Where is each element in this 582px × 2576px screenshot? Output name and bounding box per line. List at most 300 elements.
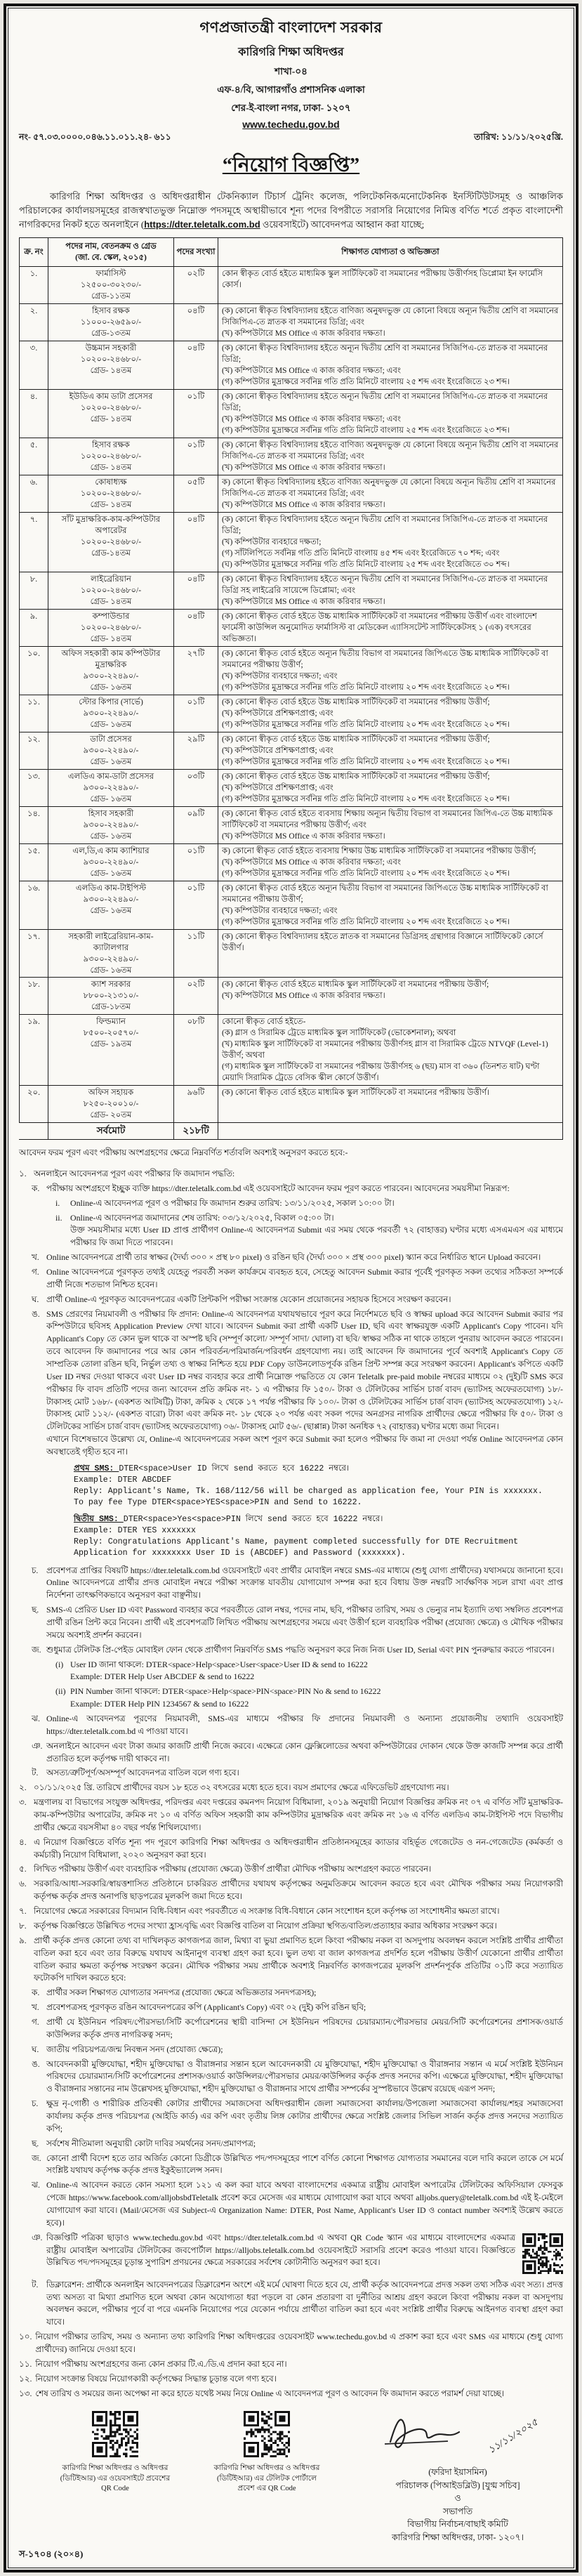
condition-item [32, 2098, 563, 2136]
condition-marker: ১০. [19, 2332, 32, 2342]
website-link: www.techedu.gov.bd [242, 119, 340, 130]
condition-marker: খ. [32, 2002, 39, 2013]
condition-item [32, 1251, 563, 1264]
post-grade: গ্রেড- ১৬তম [90, 868, 132, 878]
condition-item [32, 2279, 563, 2329]
table-row [20, 475, 563, 513]
condition-item [19, 2331, 563, 2356]
condition-marker: ২. [19, 1782, 27, 1793]
signatory-conjunction: ও [454, 2493, 461, 2504]
condition-text: অনলাইনে আবেদন এবং টাকা জমার কাজটি প্রার্থী নিজে করবে। এক্ষেত্রে কোন ফ্লেক্সিলোডের অথবা কম্পিউটারের দোকান থেকে উক্ত কাজটি সম্পন্ন করে প্রার্থী প্রতারিত হলে কর্তৃপক্ষ দায়ী থাকবে না। [46, 1740, 563, 1763]
condition-marker: ৮. [19, 1920, 27, 1931]
col-header-count: পদের সংখ্যা [174, 238, 218, 267]
condition-item [32, 2002, 563, 2014]
condition-text: ডিক্লারেশন: প্রার্থীকে অনলাইন আবেদনপত্রের ডিক্লারেশন অংশে এই মর্মে ঘোষণা দিতে হবে যে, প্রার্থী কর্তৃক আবেদনপত্রে প্রদত্ত সকল তথ্য সঠিক এবং সত্য। প্রদত্ত তথ্য অসত্য বা মিথ্যা প্রমাণিত হলে অথবা কোন অযোগ্যতা ধরা পড়লে বা কোন প্রতারণা বা দুর্নীতির আশ্রয় গ্রহণ করলে কিংবা পরীক্ষায় নকল বা অসদুপায় অবলম্বন করলে, পরীক্ষার পূর্বে বা পরে এমনকি নিয়োগের পরে যেকোন পর্যায়ে প্রার্থীতা বাতিল করা হবে এবং সংশ্লিষ্ট প্রার্থীর বিরুদ্ধে আইনগত ব্যবস্থা গ্রহণ করা যাবে। [46, 2279, 563, 2327]
post-grade: গ্রেড- ১৯তম [90, 1039, 132, 1049]
application-url: https://dter.teletalk.com.bd [144, 219, 260, 230]
condition-marker: i. [55, 1197, 60, 1208]
condition-item [32, 2044, 563, 2056]
cell-post [48, 341, 174, 390]
post-pay-scale: ৯৩০০-২২৪৯০/- [83, 857, 139, 867]
condition-item [32, 1987, 563, 1999]
condition-text: পরীক্ষায় অংশগ্রহণে ইচ্ছুক ব্যক্তি https://dter.teletalk.com.bd এই ওয়েবসাইটে আবেদন ফরম পূরণ করতে পারবেন। আবেদনের সময়সীমা নিম্নরূপ: [46, 1183, 510, 1193]
post-grade: গ্রেড- ১৬তম [90, 794, 132, 803]
condition-item [19, 1905, 563, 1918]
post-name: কোষাধ্যক্ষ [95, 478, 127, 487]
sms-line: প্রথম SMS: DTER<space>User ID লিখে send করতে হবে 16222 নম্বরে। [74, 1464, 350, 1473]
condition-item [32, 1266, 563, 1292]
condition-item [55, 1685, 563, 1711]
condition-text: সর্বশেষ নীতিমালা অনুযায়ী কোটা দাবির সমর্থনের সনদ/প্রমাণপত্র; [46, 2138, 256, 2148]
qr-code-website-icon [92, 2411, 138, 2457]
condition-text: Online আবেদনপত্রে পূরণকৃত তথ্যই যেহেতু পরবর্তী সকল কার্যক্রমে ব্যবহৃত হবে, সেহেতু আবেদন Submit করার পূর্বেই পূরণকৃত সকল তথ্যের সঠিকতা সম্পর্কে প্রার্থী নিজে শতভাগ নিশ্চিত হবেন। [46, 1266, 563, 1289]
condition-item [32, 2153, 563, 2178]
post-name: এলডিএ কাম-ডাটা প্রসেসর [67, 771, 154, 781]
condition-text: Online-এ আবেদনপত্র জমাদানের শেষ তারিখ: ০৩/১২/২০২৫, বিকাল ০৫:০০ টা। উক্ত সময়সীমার মধ্যে User ID প্রাপ্ত প্রার্থীগণ Online-এ আবেদনপত্র Submit এর সময় থেকে পরবর্তী ৭২ (বাহাত্তর) ঘণ্টার মধ্যে এসএমএস এর মাধ্যমে পরীক্ষার ফি জমা দিতে পারবেন। [70, 1212, 563, 1248]
cell-post [48, 646, 174, 695]
condition-marker: ট. [32, 1768, 39, 1778]
condition-item [19, 2358, 563, 2371]
condition-marker: গ. [32, 1266, 39, 1277]
condition-item [32, 1644, 563, 1657]
post-pay-scale: ৯৩০০-২২৪৯০/- [83, 671, 139, 681]
cell-count: ০৯টি [174, 806, 218, 843]
condition-text: অসত্য/ত্রুটিপূর্ণ/অসম্পূর্ণ আবেদনপত্র বাতিল বলে গণ্য হবে। [46, 1768, 239, 1778]
condition-marker: ৯. [19, 1935, 27, 1945]
table-row [20, 843, 563, 881]
post-pay-scale: ৯৩০০-২২৪৯০/- [83, 745, 139, 755]
issue-date: তারিখ: ১১/১১/২০২৫খ্রি. [474, 132, 563, 142]
cell-post [48, 475, 174, 513]
conditions-list [19, 1168, 563, 2400]
post-name: হিসাব রক্ষক [92, 306, 130, 316]
cell-count: ০৪টি [174, 341, 218, 390]
cell-qualification: (ক) কোনো স্বীকৃত বোর্ড হইতে ব্যবসায় শিক্ষায় অন্যূন দ্বিতীয় বিভাগ বা সমমানের জিপিএ-তে উচ্চ মাধ্যমিক সার্টিফিকেট বা সমমানের পরীক্ষায় উত্তীর্ণ; এবং (খ) কম্পিউটারে MS Office এ কাজ করিবার দক্ষতা। [218, 806, 563, 843]
condition-item [55, 1212, 563, 1250]
cell-post [48, 572, 174, 610]
col-header-post-line1: পদের নাম, বেতনক্রম ও গ্রেড [65, 242, 157, 251]
table-row [20, 609, 563, 646]
qr-block-website [60, 2411, 171, 2494]
post-name: এল,ডি,এ কাম ক্যাশিয়ার [72, 846, 150, 855]
signatory-role: সভাপতি [443, 2506, 472, 2516]
post-pay-scale: ৯৩০০-২২৪৯০/- [83, 894, 139, 904]
qr-code-inline-icon [522, 2233, 563, 2274]
condition-text: SMS প্রেরণের নিয়মাবলী ও পরীক্ষার ফি প্রদান: Online-এ আবেদনপত্র যথাযথভাবে পূরণ করে নির্দেশমতে ছবি ও স্বাক্ষর upload করে আবেদন Submit করার পর কম্পিউটারে ছবিসহ Application Preview দেখা যাবে। আবেদন Submit করা প্রার্থী একটি User ID, ছবি এবং স্বাক্ষরযুক্ত একটি Applicant's Copy পাবেন। যদি Applicant's Copy তে কোন ভুল থাকে বা অস্পষ্ট ছবি (সম্পূর্ণ কালো/ সম্পূর্ণ সাদা/ ঘোলা) বা ছবি/ স্বাক্ষর সঠিক না থাকে তাহলে পুনরায় আবেদন করতে পারবেন। তবে আবেদন ফি জমাদানের পরে আর কোন পরিবর্তন/পরিমার্জন/পরিবর্ধন গ্রহণযোগ্য নয়। তাই আবেদন ফি জমাদানের পূর্বে অবশ্যই Applicant's Copy তে সাম্প্রতিক তোলা রঙিন ছবি, নির্ভুল তথ্য ও স্বাক্ষর নিশ্চিত হয়ে PDF Copy ডাউনলোডপূর্বক রঙিন প্রিন্ট সম্পন্ন করে সংরক্ষণ করবেন। Applicant's কপিতে একটি User ID নম্বর দেওয়া থাকবে এবং User ID নম্বর ব্যবহার করে প্রার্থী নিম্নোক্ত পদ্ধতিতে যে কোন Teletalk pre-paid mobile নম্বরের মাধ্যমে ০২ (দুই)টি SMS করে পরীক্ষার ফি বাবদ প্রতিটি পদের জন্য আবেদন প্রতি ক্রমিক নং- ১ এ পরীক্ষার ফি ১৫০/- টাকা ও টেলিটকের সার্ভিস চার্জ বাবদ (ভ্যাটসহ অফেরতযোগ্য) ১৮/- টাকাসহ মোট ১৬৮/- (একশত আটষট্টি) টাকা, ক্রমিক ২ থেকে ১৭ পর্যন্ত পরীক্ষার ফি ১০০/- টাকা ও টেলিটকের সার্ভিস চার্জ বাবদ (ভ্যাটসহ অফেরতযোগ্য) ১২/- টাকাসহ মোট ১১২/- (একশত বারো) টাকা এবং ক্রমিক নং- ১৮ থেকে ২০ পর্যন্ত এবং সকল পদের অনগ্রসর নাগরিক প্রার্থীদের ক্ষেত্রে পরীক্ষার ফি ৫০/- টাকা ও টেলিটকের সার্ভিস চার্জ বাবদ (ভ্যাটসহ অফেরতযোগ্য) ০৬/- টাকাসহ মোট ৫৬/- (ছাপ্পান্ন) টাকা অনধিক ৭২ (বাহাত্তর) ঘণ্টার মধ্যে জমা দিবেন। এখানে বিশেষভাবে উল্লেখ্য যে, Online-এ আবেদনপত্রের সকল অংশ পূরণ করে Submit করা হলেও পরীক্ষার ফি জমা না দেওয়া পর্যন্ত Online আবেদনপত্র কোন অবস্থাতেই গৃহীত হবে না। [46, 1308, 563, 1457]
condition-text: নিয়োগ পরীক্ষার তারিখ, সময় ও অন্যান্য তথ্য কারিগরি শিক্ষা অধিদপ্তরের ওয়েবসাইট www.techedu.gov.bd এ প্রকাশ করা হবে এবং SMS এর মাধ্যমে (শুধু যোগ্য প্রার্থীদের) জানিয়ে দেওয়া হবে। [35, 2332, 563, 2354]
condition-item [32, 1308, 563, 1459]
sms-instruction-block [74, 1514, 563, 1560]
post-grade: গ্রেড- ১৬তম [90, 965, 132, 975]
sms-line: To pay fee Type DTER<space>YES<space>PIN and Send to 16222. [74, 1498, 362, 1508]
condition-text: SMS-এ প্রেরিত User ID এবং Password ব্যবহার করে পরবর্তীতে রোল নম্বর, পদের নাম, ছবি, পরীক্ষার তারিখ, সময় ও ভেন্যুর নাম ইত্যাদি তথ্য সম্বলিত প্রবেশপত্র প্রার্থী রঙিন প্রিন্ট করে নিবেন। প্রার্থী এই প্রবেশপত্রটি লিখিত পরীক্ষায় অংশগ্রহণের সময়ে এবং উত্তীর্ণ হলে ব্যবহারিক পরীক্ষা (প্রযোজ্য ক্ষেত্রে) ও মৌখিক পরীক্ষার সময়ে অবশ্যই প্রদর্শন করবেন। [46, 1605, 563, 1640]
cell-count: ১১টি [174, 929, 218, 978]
cell-count: ০৩টি [174, 769, 218, 806]
cell-serial: ১৪. [20, 806, 48, 843]
cell-post [48, 438, 174, 475]
cell-post [48, 1015, 174, 1086]
post-pay-scale: ১০২০০-২৪৬৮০/- [80, 452, 142, 461]
cell-qualification: কোন স্বীকৃত বোর্ড হইতে মাধ্যমিক স্কুল সার্টিফিকেট বা সমমানের পরীক্ষায় উত্তীর্ণসহ ডিপ্লোমা ইন ফার্মেসি কোর্স। [218, 267, 563, 304]
signatory-committee: বিভাগীয় নির্বাচন/বাছাই কমিটি [407, 2519, 508, 2530]
post-pay-scale: ৯৩০০-২২৪৯০/- [83, 820, 139, 829]
cell-post [48, 929, 174, 978]
condition-text: User ID জানা থাকলে: DTER<space>Help<space>User<space>User ID & send to 16222 Example: DTER Help User ABCDEF & send to 16222 [70, 1659, 368, 1682]
post-grade: গ্রেড- ১৬তম [90, 756, 132, 766]
cell-serial: ১. [20, 267, 48, 304]
condition-item [32, 1294, 563, 1306]
qr-caption-teletalk: কারিগরি শিক্ষা অধিদপ্তর ও অধিদপ্তর (ডিটিইআর) এর টেলিটক পোর্টালে প্রবেশ এর QR Code [213, 2464, 320, 2493]
condition-marker: ঞ. [32, 1740, 43, 1751]
cell-post [48, 513, 174, 572]
cell-qualification: (ক) কোনো স্বীকৃত বিশ্ববিদ্যালয় হইতে অন্যূন দ্বিতীয় শ্রেণি বা সমমানের সিজিপিএ-তে স্নাতক বা সমমানের ডিগ্রি সহ লাইব্রেরি সায়েন্সে ডিপ্লোমা; এবং (খ) কম্পিউটারে MS Office এ কাজ করিবার দক্ষতা। [218, 572, 563, 610]
post-grade: গ্রেড-১১তম [91, 291, 131, 301]
post-grade: গ্রেড- ১৪তম [90, 414, 132, 424]
condition-marker: জ. [32, 2153, 41, 2163]
table-row [20, 390, 563, 438]
table-header-row [20, 238, 563, 267]
cell-serial: ২. [20, 304, 48, 341]
table-row [20, 1086, 563, 1123]
address-line-1: এফ-৪/বি, আগারগাঁও প্রশাসনিক এলাকা [217, 84, 365, 95]
government-name: গণপ্রজাতন্ত্রী বাংলাদেশ সরকার [199, 19, 383, 36]
cell-post [48, 843, 174, 881]
cell-count: ০৮টি [174, 1015, 218, 1086]
condition-text: Online আবেদনপত্রে প্রার্থী তার স্বাক্ষর (দৈর্ঘ্য ৩০০ × প্রস্থ ৮০ pixel) ও রঙিন ছবি (দৈর্ঘ্য ৩০০ × প্রস্থ ৩০০ pixel) স্ক্যান করে নির্ধারিত স্থানে Upload করবেন। [46, 1252, 541, 1263]
table-row [20, 267, 563, 304]
condition-item [32, 1183, 563, 1195]
post-pay-scale: ১১০০০-২৬৫৯০/- [80, 317, 142, 327]
condition-marker: ঝ. [32, 1714, 40, 1724]
post-grade: গ্রেড- ১৬তম [90, 831, 132, 841]
post-pay-scale: ১০২০০-২৪৬৮০/- [80, 537, 142, 547]
cell-qualification: (ক) কোনো স্বীকৃত বোর্ড হইতে উচ্চ মাধ্যমিক সার্টিফিকেট বা সমমানের পরীক্ষায় উত্তীর্ণ এবং বাংলাদেশ ফার্মেসী কাউন্সিল অনুমোদিত ফার্মাসিস্ট বা মেডিকেল এ্যাসিসটেন্ট সার্টিফিকেটসহ ১ (এক) বৎসরের অভিজ্ঞতা। [218, 609, 563, 646]
cell-post [48, 978, 174, 1015]
post-grade: গ্রেড- ১৪তম [90, 463, 132, 473]
cell-serial: ২০. [20, 1086, 48, 1123]
post-pay-scale: ১০২০০-২৪৬৮০/- [80, 355, 142, 364]
cell-serial: ১৯. [20, 1015, 48, 1086]
cell-serial: ৫. [20, 438, 48, 475]
table-row [20, 806, 563, 843]
cell-qualification: (ক) কোনো স্বীকৃত বিশ্ববিদ্যালয় হইতে বাণিজ্য অনুষদভুক্ত যে কোনো বিষয়ে অন্যূন দ্বিতীয় শ্রেণি বা সমমানের সিজিপিএ-তে স্নাতক বা সমমানের ডিগ্রি; এবং (খ) কম্পিউটারে MS Office এ কাজ করিবার দক্ষতা। [218, 438, 563, 475]
footer [19, 2411, 563, 2544]
post-name: সহকারী লাইব্রেরিয়ান-কাম-ক্যাটালগার [68, 931, 154, 952]
table-row [20, 1015, 563, 1086]
cell-post [48, 881, 174, 929]
cell-qualification: (ক) কোনো স্বীকৃত বিশ্ববিদ্যালয় হইতে বাণিজ্য অনুষদভুক্ত যে কোনো বিষয়ে অন্যূন দ্বিতীয় শ্রেণি বা সমমানের সিজিপিএ-তে স্নাতক বা সমমানের ডিগ্রি; এবং (খ) কম্পিউটারে MS Office এ কাজ করিবার দক্ষতা। [218, 304, 563, 341]
cell-count: ০২টি [174, 978, 218, 1015]
condition-marker: ৩. [19, 1797, 27, 1808]
table-total-row [20, 1123, 563, 1140]
sms-line: Reply: Congratulations Applicant's Name, payment completed successfully for DTE Recruitment Application for xxxxxxxx User ID is (ABCDEF) and Password (xxxxxxx). [74, 1537, 519, 1558]
condition-text: Online-এ আবেদনপত্র পূরণ ও পরীক্ষার ফি জমাদান শুরুর তারিখ: ১৩/১১/২০২৫, সকাল ১০:০০ টা। [70, 1197, 395, 1208]
condition-marker: ছ. [32, 1605, 39, 1615]
signatory-name: (ফরিদা ইয়াসমিন) [428, 2467, 487, 2478]
cell-count: ০৪টি [174, 513, 218, 572]
condition-item [32, 2232, 563, 2277]
post-pay-scale: ৮৮০০-২১৩১০/- [83, 991, 139, 1001]
condition-text: প্রার্থী যে ইউনিয়ন পরিষদ/পৌরসভা/সিটি কর্পোরেশনের স্থায়ী বাসিন্দা সে ইউনিয়ন পরিষদের চেয়ারম্যান/পৌরসভার মেয়র/সিটি কর্পোরেশনের প্রশাসক/ওয়ার্ড কাউন্সিলর কর্তৃক প্রদত্ত নাগরিকত্ব সনদ; [46, 2016, 563, 2039]
cell-qualification: (ক) কোনো স্বীকৃত বোর্ড হইতে মাধ্যমিক স্কুল সার্টিফিকেট বা সমমানের পরীক্ষায় উত্তীর্ণ; (খ) কম্পিউটারে MS Office এ কাজ করিবার দক্ষতা। [218, 978, 563, 1015]
signatory-designation: পরিচালক (পিআইডব্লিউ) [যুগ্ম সচিব] [395, 2480, 520, 2490]
cell-count: ৯৬টি [174, 1086, 218, 1123]
address-line-2: শের-ই-বাংলা নগর, ঢাকা- ১২০৭ [231, 103, 351, 113]
sms-instruction-block [74, 1464, 563, 1509]
condition-item [32, 2058, 563, 2096]
table-row [20, 929, 563, 978]
condition-text: জাতীয় পরিচয়পত্র/জন্ম নিবন্ধন সনদ (প্রযোজ্য ক্ষেত্রে); [46, 2044, 223, 2054]
condition-text: সরকারি/আধা-সরকারি/স্বায়ত্তশাসিত প্রতিষ্ঠানে চাকরিরত প্রার্থীদের যথাযথ কর্তৃপক্ষের অনুমতিক্রমে আবেদন করতে হবে এবং মৌখিক পরীক্ষার সময় নিয়োগকারী কর্তৃপক্ষ কর্তৃক প্রদত্ত অনাপত্তি ছাড়পত্রের মূলকপি জমা দিতে হবে। [34, 1879, 563, 1902]
condition-marker: জ. [32, 1644, 41, 1655]
table-row [20, 769, 563, 806]
post-grade: গ্রেড- ২০তম [90, 1110, 132, 1120]
qr-block-teletalk [211, 2411, 322, 2494]
post-name: লাইব্রেরিয়ান [91, 574, 131, 584]
condition-marker: (ii) [55, 1686, 66, 1697]
condition-item [19, 2388, 563, 2400]
cell-serial: ৭. [20, 513, 48, 572]
condition-item [32, 2179, 563, 2229]
cell-count: ০১টি [174, 438, 218, 475]
cell-serial: ১২. [20, 732, 48, 769]
reference-number: স-১৭০৪ (২০×৪) [19, 2549, 84, 2560]
condition-item [19, 1863, 563, 1876]
sms-line: দ্বিতীয় SMS: DTER<space>Yes<space>PIN লিখে send করতে হবে 16222 নম্বরে। [74, 1514, 383, 1524]
condition-marker: ঙ. [32, 1308, 40, 1319]
table-row [20, 304, 563, 341]
intro-text-pre: কারিগরি শিক্ষা অধিদপ্তর ও অধিদপ্তরাধীন টেকনিক্যাল টিচার্স ট্রেনিং কলেজ, পলিটেকনিক/মনোটেকনিক ইনস্টিটিউটসমূহ ও আঞ্চলিক পরিচালকের কার্যালয়সমূহের রাজস্বখাতভুক্ত নিম্নোক্ত পদসমূহে অস্থায়ীভাবে শূন্য পদের বিপরীতে সরাসরি নিয়োগের নিমিত্ত বর্ণিত শর্তে প্রকৃত বাংলাদেশী নাগরিকদের নিকট হতে অনলাইনে ( [19, 191, 563, 230]
branch: শাখা-০৪ [275, 66, 307, 77]
post-pay-scale: ৮২৫০-২০০১০/- [83, 1099, 139, 1109]
table-row [20, 695, 563, 732]
qr-code-teletalk-icon [244, 2411, 290, 2457]
circular-page [4, 4, 578, 2572]
intro-paragraph [19, 190, 563, 232]
sms-line: Example: DTER YES xxxxxxx [74, 1525, 196, 1535]
table-row [20, 978, 563, 1015]
post-pay-scale: ১২৫০০-৩০২৩০/- [80, 280, 142, 290]
condition-item [19, 1878, 563, 1903]
cell-qualification: (ক) কোনো স্বীকৃত বোর্ড হইতে উচ্চ মাধ্যমিক সার্টিফিকেট বা সমমানের পরীক্ষায় উত্তীর্ণ; (খ) কম্পিউটারে প্রশিক্ষণপ্রাপ্ত; এবং (গ) কম্পিউটার মুদ্রাক্ষরে সর্বনিম্ন গতি প্রতি মিনিটে বাংলায় ২০ শব্দ এবং ইংরেজিতে ২০ শব্দ। [218, 732, 563, 769]
total-count: ২১৮টি [174, 1123, 218, 1140]
condition-item [32, 1713, 563, 1738]
table-row [20, 881, 563, 929]
signature-date: ১১/১১/২০২৫ [487, 2417, 541, 2457]
table-row [20, 646, 563, 695]
condition-marker: ঞ. [32, 2232, 43, 2242]
cell-post [48, 695, 174, 732]
condition-text: প্রবেশপত্র প্রাপ্তির বিষয়টি https://dter.teletalk.com.bd ওয়েবসাইটে এবং প্রার্থীর মোবাইল নম্বরে SMS-এর মাধ্যমে (শুধু যোগ্য প্রার্থীদের) যথাসময়ে জানানো হবে। Online আবেদনপত্রে প্রার্থীর প্রদত্ত মোবাইল নম্বরে পরীক্ষা সংক্রান্ত যাবতীয় যোগাযোগ সম্পন্ন করা হবে বিধায় উক্ত নম্বরটি সার্বক্ষণিক সচল রাখা এবং প্রাপ্ত নির্দেশনা তাৎক্ষণিকভাবে অনুসরণ করা বাঞ্ছনীয়। [46, 1565, 563, 1601]
condition-text: শুধুমাত্র টেলিটক প্রি-পেইড মোবাইল ফোন থেকে প্রার্থীগণ নিম্নবর্ণিত SMS পদ্ধতি অনুসরণ করে নিজ নিজ User ID, Serial এবং PIN পুনরুদ্ধার করতে পারবেন। [46, 1644, 555, 1655]
cell-qualification: (ক) কোনো স্বীকৃত বোর্ড হইতে উচ্চ মাধ্যমিক সার্টিফিকেট বা সমমানের পরীক্ষায় উত্তীর্ণ; (খ) কম্পিউটারে প্রশিক্ষণপ্রাপ্ত; এবং (গ) কম্পিউটার মুদ্রাক্ষরে সর্বনিম্ন গতি প্রতি মিনিটে বাংলায় ২০ শব্দ এবং ইংরেজিতে ২০ শব্দ। [218, 695, 563, 732]
cell-post [48, 390, 174, 438]
signature-block [352, 2411, 563, 2544]
condition-text: Online-এ আবেদনপত্র পূরণের নিয়মাবলী, SMS-এর মাধ্যমে পরীক্ষার ফি প্রদানের নিয়মাবলী ও অন্যান্য প্রয়োজনীয় তথ্যাদি ওয়েবসাইট https://dter.teletalk.com.bd এ পাওয়া যাবে। [46, 1714, 563, 1736]
condition-text: কর্তৃপক্ষ বিজ্ঞপ্তিতে উল্লিখিত পদের সংখ্যা হ্রাস/বৃদ্ধি এবং বিজ্ঞপ্তি বাতিল বা নিয়োগ প্রক্রিয়া স্থগিত/বাতিল/প্রত্যাহার করার অধিকার সংরক্ষণ করে। [34, 1920, 497, 1931]
cell-qualification: (ক) কোনো স্বীকৃত বিশ্ববিদ্যালয় হইতে অন্যূন দ্বিতীয় শ্রেণি বা সমমানের সিজিপিএ-তে স্নাতক বা সমমানের ডিগ্রি; (খ) কম্পিউটার ব্যবহারে দক্ষতা; (গ) সাঁটলিপিতে সর্বনিম্ন গতি প্রতি মিনিটে বাংলায় ৪৫ শব্দ এবং ইংরেজিতে ৭০ শব্দ; এবং (ঘ) কম্পিউটার মুদ্রাক্ষরে সর্বনিম্ন গতি প্রতি মিনিটে বাংলায় ২৫ শব্দ এবং ইংরেজিতে ৩০ শব্দ। [218, 513, 563, 572]
cell-serial: ১৮. [20, 978, 48, 1015]
page-title: “নিয়োগ বিজ্ঞপ্তি” [222, 155, 360, 176]
post-pay-scale: ১০২০০-২৪৬৮০/- [80, 622, 142, 632]
cell-count: ০২টি [174, 267, 218, 304]
cell-qualification: (ক) কোনো স্বীকৃত বোর্ড হইতে অন্যূন দ্বিতীয় বিভাগ বা সমমানের জিপিএতে উচ্চ মাধ্যমিক সার্টিফিকেট বা সমমানের পরীক্ষায় উত্তীর্ণ; (খ) কম্পিউটার ব্যবহারে দক্ষতা; এবং (গ) কম্পিউটার মুদ্রাক্ষরে সর্বনিম্ন গতি প্রতি মিনিটে বাংলায় ২০ শব্দ এবং ইংরেজিতে ২০ শব্দ। [218, 881, 563, 929]
post-grade: গ্রেড-১৩তম [91, 329, 131, 339]
cell-post [48, 267, 174, 304]
col-header-serial: ক্র. নং [20, 238, 48, 267]
cell-post [48, 609, 174, 646]
sms-line: Example: DTER ABCDEF [74, 1476, 172, 1485]
signatory-office: কারিগরি শিক্ষা অধিদপ্তর, ঢাকা- ১২০৭। [391, 2532, 524, 2542]
condition-marker: ছ. [32, 2138, 39, 2148]
condition-marker: ১৩. [19, 2388, 32, 2398]
post-grade: গ্রেড- ১৪তম [90, 633, 132, 643]
cell-qualification: কোনো স্বীকৃত বোর্ড হইতে- (ক) গ্লাস ও সিরামিক ট্রেডে মাধ্যমিক স্কুল সার্টিফিকেট (ভোকেশনাল); অথবা (খ) মাধ্যমিক স্কুল সার্টিফিকেট বা সমমানের পরীক্ষায় উত্তীর্ণসহ গ্লাস বা সিরামিক ট্রেডে NTVQF (Level-1) উত্তীর্ণ; অথবা (গ) মাধ্যমিক স্কুল সার্টিফিকেট বা সমমানের পরীক্ষায় উত্তীর্ণসহ ৬ (ছয়) মাস বা ৩৬০ (তিনশত ষাট) ঘণ্টা মেয়াদি সিরামিক ট্রেডে বেসিক স্কীল কোর্সে উত্তীর্ণ। [218, 1015, 563, 1086]
condition-marker: ৪. [19, 1836, 27, 1847]
post-grade: গ্রেড-১৪তম [91, 548, 131, 558]
cell-serial: ১১. [20, 695, 48, 732]
post-name: এলডিএ কাম-টাইপিস্ট [75, 883, 147, 893]
post-name: ডাটা প্রসেসর [90, 734, 132, 744]
condition-text: ক্ষুদ্র নৃ-গোষ্ঠী ও শারীরিক প্রতিবন্ধী কোটার প্রার্থীদের সমাজসেবা অধিদপ্তরাধীন জেলা সমাজসেবা কার্যালয়/উপজেলা সমাজসেবা কার্যালয়/শহর সমাজসেবা কার্যালয় কর্তৃক প্রদত্ত পরিচয়পত্র (আইডি কার্ড) এর কপি এবং তৃতীয় লিঙ্গ কোটার প্রার্থীদের ক্ষেত্রে সংশ্লিষ্ট জেলার সিভিল সার্জন কর্তৃক প্রদত্ত সনদের সত্যায়িত কপি; [46, 2098, 563, 2134]
post-pay-scale: ৮৫০০-২০৫৭০/- [83, 1028, 139, 1038]
condition-item [32, 1604, 563, 1642]
col-header-post [48, 238, 174, 267]
cell-qualification: ক) কোনো স্বীকৃত বোর্ড হইতে ব্যবসায় শিক্ষায় উচ্চ মাধ্যমিক সার্টিফিকেট বা সমমানের পরীক্ষায় উত্তীর্ণ; (খ) কম্পিউটারে MS Office এ কাজ করিবার দক্ষতা; এবং (গ) কম্পিউটার মুদ্রাক্ষরে সর্বনিম্ন গতি প্রতি মিনিটে বাংলায় ২০ শব্দ এবং ইংরেজিতে ২০ শব্দ। [218, 843, 563, 881]
cell-count: ০১টি [174, 881, 218, 929]
col-header-qualification: শিক্ষাগত যোগ্যতা ও অভিজ্ঞতা [218, 238, 563, 267]
condition-text: Online-এ আবেদন করতে কোন সমস্যা হলে ১২১ এ কল করা যাবে অথবা বাংলাদেশের একমাত্র রাষ্ট্রীয় মোবাইল অপারেটর টেলিটকের অফিসিয়াল ফেসবুক পেজে https://www.facebook.com/alljobsbdTeletalk প্রবেশ করে মেসেজ এর মাধ্যমে যোগাযোগ করা যাবে অথবা alljobs.query@teletalk.com.bd এই ই-মেইলে যোগাযোগ করা যাবে। (Mail/মেসেজ এর Subject-এ Organization Name: DTER, Post Name, Applicant's User ID ও contact number অবশ্যই উল্লেখ করতে হবে)। [46, 2180, 563, 2228]
condition-item [32, 2016, 563, 2042]
cell-count: ০৪টি [174, 304, 218, 341]
condition-marker: চ. [32, 2098, 39, 2109]
signature-area [352, 2411, 563, 2466]
condition-text: আবেদনকারী মুক্তিযোদ্ধা, শহীদ মুক্তিযোদ্ধা ও বীরাঙ্গনার সন্তান হলে আবেদনকারী যে মুক্তিযোদ্ধা, শহীদ মুক্তিযোদ্ধা ও বীরাঙ্গনার সন্তান এ মর্মে সংশ্লিষ্ট ইউনিয়ন পরিষদের চেয়ারম্যান/সিটি কর্পোরেশনের প্রশাসক/ওয়ার্ড কাউন্সিলর/পৌরসভার মেয়র/কাউন্সিলর কর্তৃক প্রদত্ত সনদের কপি। এক্ষেত্রে মুক্তিযোদ্ধা, শহীদ মুক্তিযোদ্ধা ও বীরাঙ্গনার সন্তানের নাম উল্লেখসহ মুক্তিযোদ্ধা, শহীদ মুক্তিযোদ্ধা ও বীরাঙ্গনার সাথে প্রার্থীর সম্পর্কের সুস্পষ্টভাবে উল্লেখ রয়েছে এরূপ সনদ; [46, 2058, 563, 2094]
condition-marker: ১১. [19, 2358, 32, 2369]
cell-qualification: (ক) কোনো স্বীকৃত বোর্ড হইতে অন্যূন দ্বিতীয় বিভাগ বা সমমানের জিপিএতে উচ্চ মাধ্যমিক সার্টিফিকেট বা সমমানের পরীক্ষায় উত্তীর্ণ; (খ) কম্পিউটার ব্যবহারে দক্ষতা; এবং (গ) কম্পিউটার মুদ্রাক্ষরে সর্বনিম্ন গতি প্রতি মিনিটে বাংলায় ২০ শব্দ এবং ইংরেজিতে ২০ শব্দ। [218, 646, 563, 695]
post-name: উচ্চমান সহকারী [85, 343, 137, 353]
condition-text: মন্ত্রণালয় বা বিভাগের সংযুক্ত অধিদপ্তর, পরিদপ্তর এবং দপ্তরের কমনপদ নিয়োগ বিধিমালা, ২০১৯ অনুযায়ী নিয়োগ বিজ্ঞপ্তির ক্রমিক নং ০৭ এ বর্ণিত সাঁট মুদ্রাক্ষরিক-কাম-কম্পিউটার অপারেটর, ক্রমিক নং ১০ এ বর্ণিত অফিস সহকারী কাম কম্পিউটার মুদ্রাক্ষরিক এবং ক্রমিক নং ১৬ এ বর্ণিত এলডিএ কাম-টাইপিস্ট পদে বিভাগীয় প্রার্থীর ক্ষেত্রে বয়সসীমা ৪০ বছর পর্যন্ত শিথিলযোগ্য। [34, 1797, 563, 1832]
post-grade: গ্রেড- ১৬তম [90, 682, 132, 692]
cell-serial: ৪. [20, 390, 48, 438]
condition-marker: ঘ. [32, 2044, 39, 2054]
cell-count: ০১টি [174, 695, 218, 732]
condition-text: প্রবেশপত্রসহ পূরণকৃত রঙিন আবেদনপত্রের কপি (Applicant's Copy) এবং ০২ (দুই) কপি রঙিন ছবি; [46, 2002, 366, 2013]
cell-serial: ৯. [20, 609, 48, 646]
cell-serial: ১৭. [20, 929, 48, 978]
condition-text: PIN Number জানা থাকলে: DTER<space>Help<space>PIN<space>PIN No & send to 16222 Example: DTER Help PIN 1234567 & send to 16222 [70, 1686, 381, 1709]
post-grade: গ্রেড- ১৪তম [90, 500, 132, 510]
post-pay-scale: ১০২০০-২৪৬৮০/- [80, 489, 142, 499]
condition-marker: ৬. [19, 1879, 27, 1889]
condition-text: প্রার্থী Online-এ পূরণকৃত আবেদনপত্রের একটি প্রিন্টকপি পরীক্ষা সংক্রান্ত যেকোন প্রয়োজনের সহায়ক হিসেবে সংরক্ষণ করবেন। [46, 1294, 451, 1304]
condition-item [32, 1740, 563, 1766]
condition-marker: গ. [32, 2016, 39, 2027]
table-row [20, 513, 563, 572]
table-row [20, 438, 563, 475]
sms-line: Reply: Applicant's Name, Tk. 168/112/56 will be charged as application fee, Your PIN is xxxxxxx. [74, 1487, 543, 1497]
cell-qualification: (ক) কোনো স্বীকৃত বোর্ড হইতে মাধ্যমিক স্কুল সার্টিফিকেট বা সমমানের পরীক্ষায় উত্তীর্ণ। [218, 1086, 563, 1123]
condition-item [19, 1168, 563, 1181]
qr-caption-website: কারিগরি শিক্ষা অধিদপ্তর ও অধিদপ্তর (ডিটিইআর) এর ওয়েবসাইটে প্রবেশের QR Code [60, 2464, 171, 2493]
cell-count: ০১টি [174, 843, 218, 881]
condition-text: অনলাইনে আবেদনপত্র পূরণ এবং পরীক্ষার ফি জমাদান পদ্ধতি: [34, 1168, 235, 1178]
condition-item [55, 1659, 563, 1684]
condition-text: লিখিত পরীক্ষায় উত্তীর্ণ এবং ব্যবহারিক পরীক্ষায় (প্রযোজ্য ক্ষেত্রে) উত্তীর্ণ প্রার্থীরা মৌখিক পরীক্ষায় অংশগ্রহণ করতে পারবেন। [34, 1864, 432, 1874]
post-grade: গ্রেড- ১৬তম [90, 719, 132, 729]
post-name: অফিস সহকারী কাম কম্পিউটার মুদ্রাক্ষরিক [61, 648, 161, 669]
condition-text: নিয়োগের ক্ষেত্রে সরকারের বিদ্যমান বিধি-বিধান এবং পরবর্তীতে এ সংক্রান্ত বিধি-বিধানে কোন সংশোধন হলে কর্তৃপক্ষ তা সংশোধনীর ক্ষমতা রাখে। [34, 1906, 500, 1917]
memo-number: নং- ৫৭.০৩.০০০০.০৪৬.১১.০১১.২৪- ৬১১ [19, 132, 171, 142]
condition-text: বিজ্ঞপ্তিটি পত্রিকা ছাড়াও www.techedu.gov.bd এবং https://dter.teletalk.com.bd এ অথবা QR Code স্ক্যান এর মাধ্যমে বাংলাদেশের একমাত্র রাষ্ট্রীয় মোবাইল অপারেটর টেলিটকের জবপোর্টাল https://alljobs.teletalk.com.bd ওয়েবসাইটে সরাসরি প্রবেশ করেও পাওয়া যাবে। বিজ্ঞপ্তিতে উল্লিখিত পদ/পদসমূহের চূড়ান্ত সুপারিশ প্রণয়নের ক্ষেত্রে সরকারের সর্বশেষ কোটানীতি অনুসরণ করা হবে। [46, 2232, 563, 2277]
condition-item [19, 1782, 563, 1794]
intro-text-post: ওয়েবসাইটে) আবেদনপত্র আহ্বান করা যাচ্ছে; [260, 219, 425, 230]
post-name: সাঁট মুদ্রাক্ষরিক-কাম-কম্পিউটার অপারেটর [61, 515, 161, 536]
cell-serial: ১০. [20, 646, 48, 695]
condition-marker: ১. [19, 1168, 27, 1178]
post-name: কম্পাউন্ডার [92, 611, 130, 621]
condition-marker: ii. [55, 1212, 62, 1223]
post-grade: গ্রেড- ১৪তম [90, 596, 132, 606]
total-spacer [20, 1123, 48, 1140]
post-name: ফার্মাসিস্ট [95, 269, 126, 279]
post-pay-scale: ৯৩০০-২২৪৯০/- [83, 954, 139, 964]
cell-qualification: (ক) কোনো স্বীকৃত বিশ্ববিদ্যালয় হইতে স্নাতক বা সমমানের ডিগ্রিসহ গ্রন্থাগার বিজ্ঞানে সার্টিফিকেট কোর্সে উত্তীর্ণ। [218, 929, 563, 978]
condition-marker: ১২. [19, 2373, 32, 2384]
condition-item [19, 1920, 563, 1933]
post-name: স্টোর কিপার (সার্ভে) [79, 697, 143, 707]
cell-post [48, 806, 174, 843]
condition-text: এ নিয়োগ বিজ্ঞপ্তিতে বর্ণিত শূন্য পদ পূরণে কারিগরি শিক্ষা অধিদপ্তর ও অধিদপ্তরাধীন প্রতিষ্ঠানসমূহের ক্যাডার বহির্ভূত গেজেটেড ও নন-গেজেটেড (কর্মকর্তা ও কর্মচারী) নিয়োগ বিধিমালা, ২০২০ অনুসরণ করা হবে। [34, 1836, 563, 1860]
condition-text: প্রার্থীর সকল শিক্ষাগত যোগ্যতার সনদপত্র (প্রযোজ্য ক্ষেত্রে অভিজ্ঞতার সনদপত্রসহ); [46, 1987, 317, 1998]
post-grade: গ্রেড-১৮তম [91, 1002, 131, 1012]
cell-serial: ৮. [20, 572, 48, 610]
condition-text: নিয়োগ পরীক্ষায় অংশগ্রহণের জন্য কোন প্রকার টি.এ./ডি.এ প্রদান করা হবে না। [35, 2358, 287, 2369]
cell-count: ০১টি [174, 390, 218, 438]
condition-item [32, 1565, 563, 1603]
condition-text: ০১/১১/২০২৫ খ্রি. তারিখে প্রার্থীদের বয়স ১৮ হতে ৩২ বৎসরের মধ্যে হতে হবে। বয়স প্রমাণের ক্ষেত্রে এফিডেভিট গ্রহণযোগ্য নয়। [34, 1782, 449, 1793]
post-name: হিসাব সহকারী [88, 808, 134, 818]
post-name: ফিল্ডম্যান [96, 1017, 126, 1027]
cell-serial: ১৫. [20, 843, 48, 881]
condition-item [19, 1836, 563, 1862]
condition-marker: ট. [32, 2279, 39, 2289]
condition-text: নিয়োগ সংক্রান্ত বিষয়ে নিয়োগকারী কর্তৃপক্ষের সিদ্ধান্ত চূড়ান্ত বলে গণ্য হবে। [35, 2373, 277, 2384]
cell-qualification: (ক) কোনো স্বীকৃত বিশ্ববিদ্যালয় হইতে অন্যূন দ্বিতীয় শ্রেণি বা সমমানের সিজিপিএ-তে স্নাতক বা সমমানের ডিগ্রি; (খ) কম্পিউটারে MS Office এ কাজ করিবার দক্ষতা; এবং (গ) কম্পিউটার মুদ্রাক্ষরে সর্বনিম্ন গতি প্রতি মিনিটে বাংলায় ২৫ শব্দ এবং ইংরেজিতে ২৩ শব্দ। [218, 390, 563, 438]
cell-serial: ১৩. [20, 769, 48, 806]
cell-qualification: (ক) কোনো স্বীকৃত বোর্ড হইতে উচ্চ মাধ্যমিক সার্টিফিকেট বা সমমানের পরীক্ষায় উত্তীর্ণ; (খ) কম্পিউটারে প্রশিক্ষণপ্রাপ্ত; এবং (গ) কম্পিউটার মুদ্রাক্ষরে সর্বনিম্ন গতি প্রতি মিনিটে বাংলায় ২০ শব্দ এবং ইংরেজিতে ২০ শব্দ। [218, 769, 563, 806]
condition-item [32, 1767, 563, 1780]
condition-marker: খ. [32, 1252, 39, 1263]
condition-marker: (i) [55, 1659, 64, 1669]
condition-marker: চ. [32, 1565, 39, 1575]
condition-marker: ঙ. [32, 2058, 40, 2069]
cell-qualification: ক) কোনো স্বীকৃত বিশ্ববিদ্যালয় হইতে বাণিজ্য অনুষদভুক্ত যে কোনো বিষয়ে অন্যূন দ্বিতীয় শ্রেণি বা সমমানের সিজিপিএ-তে স্নাতক বা সমমানের ডিগ্রি; এবং (খ) কম্পিউটারে MS Office এ কাজ করিবার দক্ষতা। [218, 475, 563, 513]
condition-marker: ক. [32, 1183, 40, 1193]
cell-serial: ১৬. [20, 881, 48, 929]
condition-text: শেষ তারিখ ও সময়ের জন্য অপেক্ষা না করে হাতে যথেষ্ট সময় নিয়ে Online এ আবেদনপত্র পূরণ ও আবেদন ফি জমাদান করতে পরামর্শ দেয়া যাচ্ছে। [35, 2388, 504, 2398]
cell-post [48, 732, 174, 769]
total-rest [218, 1123, 563, 1140]
post-name: অফিস সহায়ক [88, 1088, 134, 1098]
col-header-post-line2: (জা. বে. স্কেল, ২০১৫) [75, 253, 147, 263]
post-pay-scale: ১০২০০-২৪৬৮০/- [80, 403, 142, 413]
cell-count: ০৪টি [174, 572, 218, 610]
table-row [20, 341, 563, 390]
cell-post [48, 304, 174, 341]
condition-item [19, 1796, 563, 1834]
post-grade: গ্রেড- ১৬তম [90, 905, 132, 915]
